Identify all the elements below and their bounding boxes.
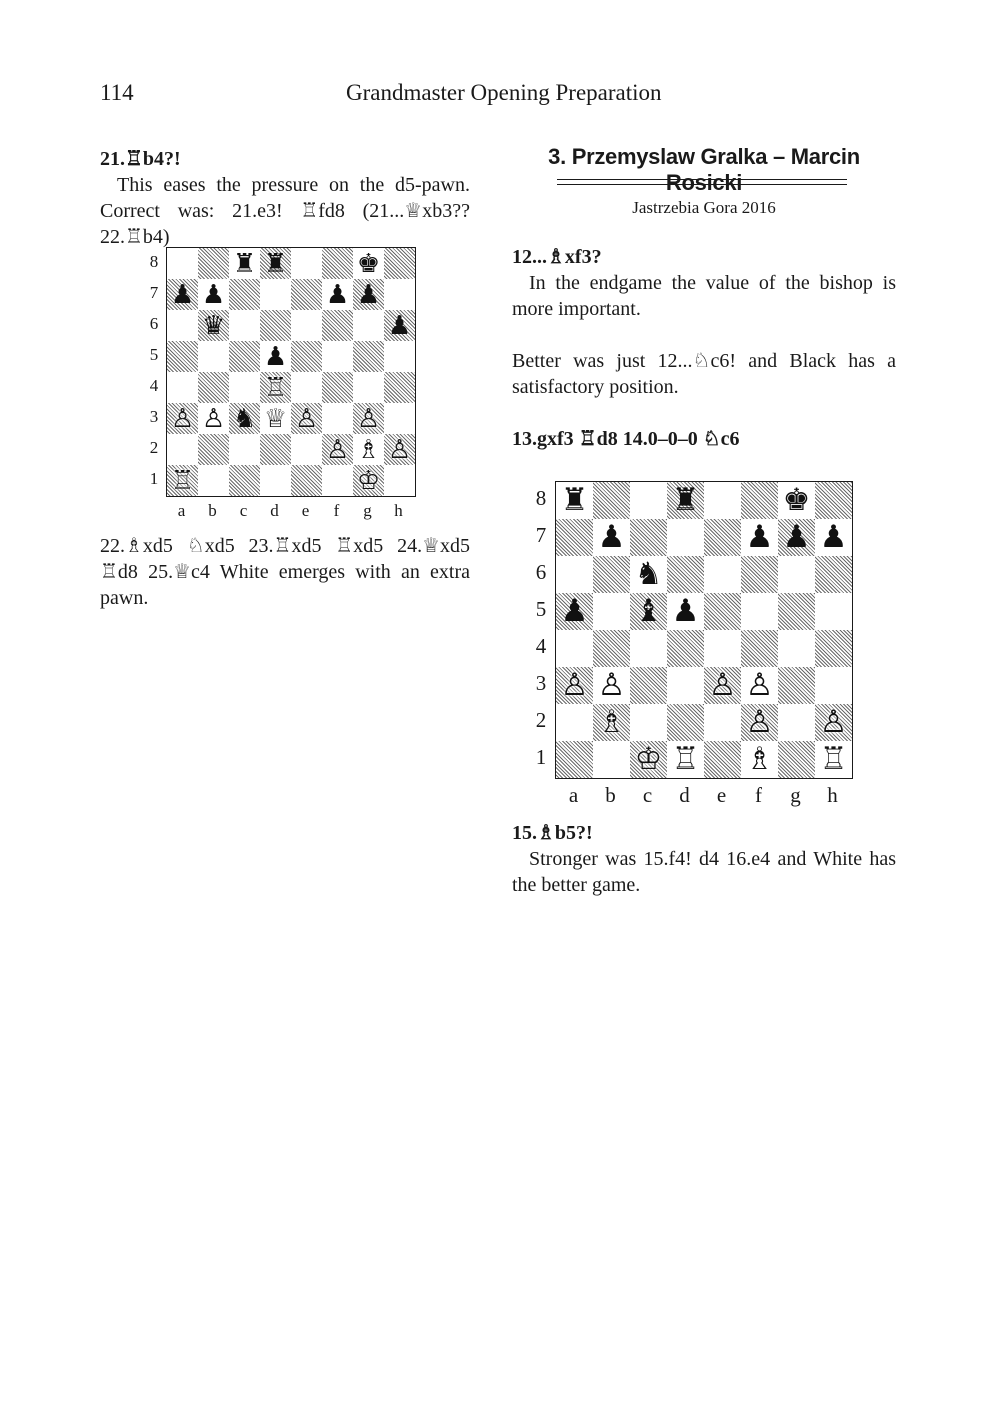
square-d3 [667,667,704,704]
square-e5 [291,341,322,372]
white-pawn-icon: ♙ [356,403,381,434]
file-label: e [716,783,727,807]
square-a5 [167,341,198,372]
file-label: d [270,501,279,520]
black-pawn-icon: ♟ [745,519,774,555]
square-g3 [353,403,384,434]
square-a8 [167,248,198,279]
square-c8 [630,482,667,519]
square-c3 [630,667,667,704]
event-line: Jastrzebia Gora 2016 [632,198,776,217]
square-f3 [322,403,353,434]
white-bishop-icon: ♗ [745,741,774,777]
square-e2 [291,434,322,465]
right-column-continued [512,820,896,898]
square-a7 [556,519,593,556]
square-e2 [704,704,741,741]
square-h7 [384,279,415,310]
rank-label: 1 [149,468,159,488]
square-h3 [384,403,415,434]
black-rook-icon: ♜ [671,482,700,518]
rank-label: 3 [149,406,159,426]
square-a6 [167,310,198,341]
rank-label: 4 [535,634,547,659]
white-rook-icon: ♖ [819,741,848,777]
square-a7 [167,279,198,310]
square-e7 [291,279,322,310]
black-pawn-icon: ♟ [263,341,288,372]
square-c1 [229,465,260,496]
square-h5 [815,593,852,630]
chess-diagram-1 [140,246,420,526]
square-f6 [322,310,353,341]
square-e7 [704,519,741,556]
square-f2 [741,704,778,741]
square-f1 [741,741,778,778]
black-rook-icon: ♜ [560,482,589,518]
square-c3 [229,403,260,434]
black-rook-icon: ♜ [263,248,288,279]
square-b4 [198,372,229,403]
square-d5 [667,593,704,630]
square-e4 [704,630,741,667]
black-pawn-icon: ♟ [356,279,381,310]
square-d6 [667,556,704,593]
rank-label: 8 [149,251,159,271]
square-g2 [353,434,384,465]
square-c4 [630,630,667,667]
square-b3 [198,403,229,434]
annotation-paragraph: In the endgame the value of the bishop is more important. [512,272,896,320]
square-d3 [260,403,291,434]
square-g8 [353,248,384,279]
square-h3 [815,667,852,704]
white-pawn-icon: ♙ [708,667,737,703]
black-pawn-icon: ♟ [325,279,350,310]
annotation-paragraph: Better was just 12...♘c6! and Black has a satisfactory position. [512,350,896,398]
white-pawn-icon: ♙ [597,667,626,703]
game-title: 3. Przemyslaw Gralka – Marcin Rosicki [548,144,860,195]
white-bishop-icon: ♗ [356,434,381,465]
square-d5 [260,341,291,372]
square-a4 [167,372,198,403]
square-b2 [593,704,630,741]
rank-label: 4 [149,375,159,395]
rank-label: 5 [535,597,547,622]
square-a2 [167,434,198,465]
file-label: b [605,783,616,807]
square-b8 [198,248,229,279]
square-h6 [384,310,415,341]
move-heading-13: 13.gxf3 ♖d8 14.0–0–0 ♘c6 [512,428,740,450]
title-rule-top [557,179,847,180]
white-pawn-icon: ♙ [294,403,319,434]
white-pawn-icon: ♙ [170,403,195,434]
square-a3 [556,667,593,704]
square-g1 [778,741,815,778]
square-e1 [291,465,322,496]
square-b7 [593,519,630,556]
black-king-icon: ♚ [356,248,381,279]
running-header: Grandmaster Opening Preparation [346,80,662,105]
move-heading-12: 12...♗xf3? [512,246,602,268]
square-a8 [556,482,593,519]
square-e3 [291,403,322,434]
black-knight-icon: ♞ [634,556,663,592]
rank-label: 6 [535,560,547,585]
square-c5 [630,593,667,630]
square-b1 [198,465,229,496]
square-f4 [741,630,778,667]
file-label: g [790,783,801,807]
square-a6 [556,556,593,593]
square-f2 [322,434,353,465]
file-label: g [363,501,372,520]
square-f5 [741,593,778,630]
square-d1 [260,465,291,496]
square-e4 [291,372,322,403]
white-bishop-icon: ♗ [597,704,626,740]
square-g8 [778,482,815,519]
square-b5 [593,593,630,630]
square-f5 [322,341,353,372]
square-e3 [704,667,741,704]
square-e8 [704,482,741,519]
file-label: c [239,501,248,520]
square-b3 [593,667,630,704]
rank-label: 1 [535,745,547,770]
white-king-icon: ♔ [356,465,381,496]
square-g5 [778,593,815,630]
black-pawn-icon: ♟ [671,593,700,629]
black-bishop-icon: ♝ [634,593,663,629]
square-d6 [260,310,291,341]
square-a1 [556,741,593,778]
square-g4 [353,372,384,403]
square-c2 [630,704,667,741]
square-f6 [741,556,778,593]
rank-label: 7 [149,282,159,302]
square-a3 [167,403,198,434]
square-g2 [778,704,815,741]
white-pawn-icon: ♙ [387,434,412,465]
white-pawn-icon: ♙ [560,667,589,703]
file-label: d [679,783,690,807]
square-d2 [667,704,704,741]
square-f3 [741,667,778,704]
square-b6 [198,310,229,341]
file-label: a [177,501,186,520]
square-a1 [167,465,198,496]
white-rook-icon: ♖ [671,741,700,777]
rank-label: 2 [149,437,159,457]
square-f8 [322,248,353,279]
square-g1 [353,465,384,496]
square-c5 [229,341,260,372]
square-g4 [778,630,815,667]
square-c7 [229,279,260,310]
rank-label: 5 [149,344,159,364]
annotation-paragraph: Stronger was 15.f4! d4 16.e4 and White has the better game. [512,848,896,896]
file-label: e [301,501,310,520]
square-c2 [229,434,260,465]
square-d4 [260,372,291,403]
square-c4 [229,372,260,403]
chess-diagram-2 [520,478,860,818]
white-pawn-icon: ♙ [745,667,774,703]
square-d7 [260,279,291,310]
square-h8 [384,248,415,279]
rank-label: 7 [535,523,547,548]
square-e6 [704,556,741,593]
black-pawn-icon: ♟ [560,593,589,629]
square-h5 [384,341,415,372]
square-b1 [593,741,630,778]
file-label: f [755,783,762,807]
left-column [100,146,470,250]
move-heading-15: 15.♗b5?! [512,822,593,844]
rank-label: 3 [535,671,547,696]
variation-paragraph: 22.♗xd5 ♘xd5 23.♖xd5 ♖xd5 24.♕xd5 ♖d8 25.♕c4 White emerges with an extra pawn. [100,535,470,609]
square-h1 [815,741,852,778]
square-h4 [815,630,852,667]
title-rule-bottom [557,184,847,185]
page-number: 114 [100,80,134,105]
black-pawn-icon: ♟ [170,279,195,310]
black-pawn-icon: ♟ [819,519,848,555]
square-f1 [322,465,353,496]
file-label: c [642,783,653,807]
square-d1 [667,741,704,778]
square-g3 [778,667,815,704]
move-heading-21: 21.♖b4?! [100,148,181,170]
square-c6 [630,556,667,593]
black-pawn-icon: ♟ [387,310,412,341]
white-rook-icon: ♖ [170,465,195,496]
square-b6 [593,556,630,593]
square-h1 [384,465,415,496]
rank-label: 6 [149,313,159,333]
square-h7 [815,519,852,556]
square-f8 [741,482,778,519]
square-e1 [704,741,741,778]
square-g7 [778,519,815,556]
file-label: h [827,783,838,807]
square-g6 [353,310,384,341]
square-b4 [593,630,630,667]
square-g6 [778,556,815,593]
square-g7 [353,279,384,310]
file-label: a [568,783,579,807]
chessboard [166,247,416,497]
black-king-icon: ♚ [782,482,811,518]
square-f7 [322,279,353,310]
left-column-continued [100,533,470,611]
black-knight-icon: ♞ [232,403,257,434]
square-d8 [260,248,291,279]
square-e6 [291,310,322,341]
square-c6 [229,310,260,341]
square-e5 [704,593,741,630]
white-rook-icon: ♖ [263,372,288,403]
white-king-icon: ♔ [634,741,663,777]
square-h8 [815,482,852,519]
file-label: h [394,501,403,520]
black-pawn-icon: ♟ [782,519,811,555]
square-c1 [630,741,667,778]
white-pawn-icon: ♙ [819,704,848,740]
square-c8 [229,248,260,279]
right-column [512,244,896,452]
square-b5 [198,341,229,372]
square-f7 [741,519,778,556]
square-b2 [198,434,229,465]
square-b8 [593,482,630,519]
square-e8 [291,248,322,279]
annotation-paragraph: This eases the pressure on the d5-pawn. Correct was: 21.e3! ♖fd8 (21...♕xb3?? 22.♖b4) [100,174,470,248]
black-queen-icon: ♛ [201,310,226,341]
square-d2 [260,434,291,465]
square-h4 [384,372,415,403]
square-g5 [353,341,384,372]
file-label: b [208,501,217,520]
square-d8 [667,482,704,519]
white-pawn-icon: ♙ [745,704,774,740]
white-pawn-icon: ♙ [201,403,226,434]
file-label: f [333,501,340,520]
square-a4 [556,630,593,667]
square-h6 [815,556,852,593]
square-h2 [384,434,415,465]
square-h2 [815,704,852,741]
square-b7 [198,279,229,310]
rank-label: 8 [535,486,547,511]
square-d4 [667,630,704,667]
rank-label: 2 [535,708,547,733]
black-pawn-icon: ♟ [201,279,226,310]
black-rook-icon: ♜ [232,248,257,279]
square-a2 [556,704,593,741]
square-c7 [630,519,667,556]
square-f4 [322,372,353,403]
square-d7 [667,519,704,556]
square-a5 [556,593,593,630]
black-pawn-icon: ♟ [597,519,626,555]
white-pawn-icon: ♙ [325,434,350,465]
chessboard [555,481,853,779]
white-queen-icon: ♕ [263,403,288,434]
